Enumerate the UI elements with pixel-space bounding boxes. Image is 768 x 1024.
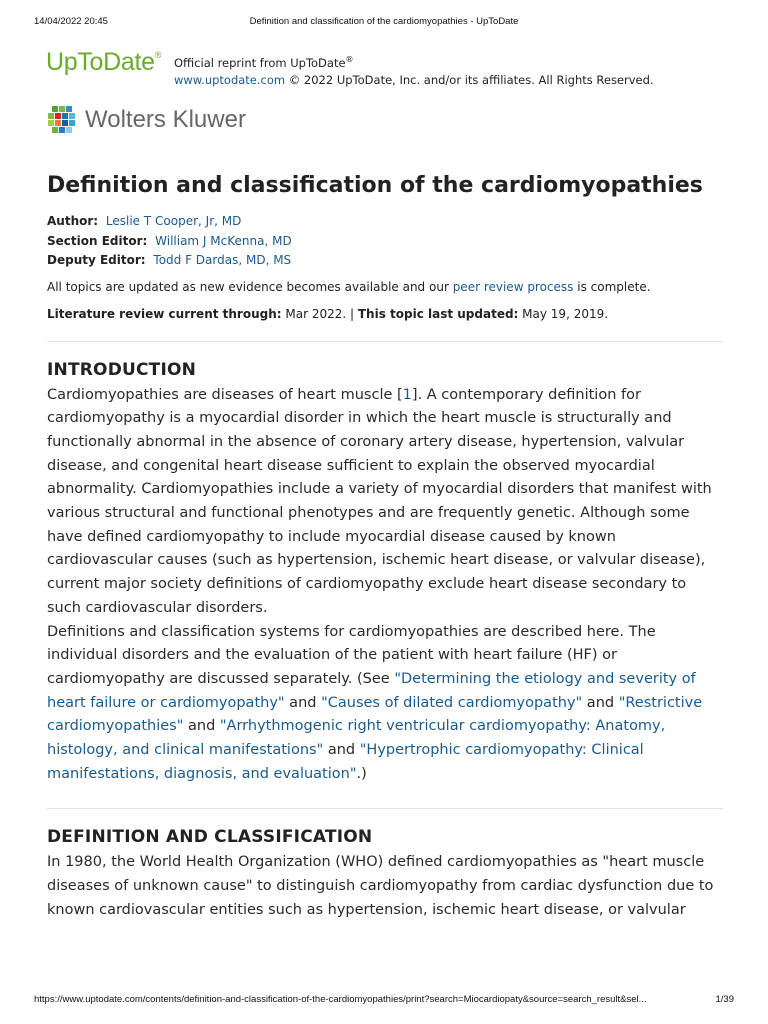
last-updated-label: This topic last updated: — [357, 306, 519, 321]
introduction-heading: INTRODUCTION — [47, 359, 197, 380]
uptodate-logo: UpToDate® — [46, 48, 162, 76]
wolters-kluwer-mark-icon — [46, 104, 78, 136]
last-updated-value: May 19, 2019. — [518, 306, 609, 321]
intro-paragraph-1: Cardiomyopathies are diseases of heart muscle [1]. A contemporary definition for cardiomyopathy is a myocardial disorder in which the heart muscle is structurally and functionally abnormal in the absence of coronary artery disease, hypertension, valvular disease, and congenital heart disease sufficient to explain the observed myocardial abnormality. Cardiomyopathies include a variety of myocardial disorders that manifest with various structural and functional phenotypes and are frequently genetic. Although some have defined cardiomyopathy to include myocardial disease caused by known cardiovascular causes (such as hypertension, ischemic heart disease, or valvular disease), current major society definitions of cardiomyopathy exclude heart disease secondary to such cardiovascular disorders. — [47, 386, 712, 616]
peer-review-link[interactable]: peer review process — [452, 279, 574, 294]
divider — [47, 341, 723, 342]
deputy-editor-label: Deputy Editor: — [47, 253, 146, 267]
section-editor-row — [47, 232, 723, 252]
link-determining-etiology[interactable]: "Determining the etiology and severity of heart failure or cardiomyopathy" — [47, 670, 696, 711]
reprint-line: Official reprint from UpToDate — [174, 55, 346, 70]
uptodate-site-link[interactable]: www.uptodate.com — [174, 72, 286, 87]
link-arrhythmogenic-rv-cardiomyopathy[interactable]: "Arrhythmogenic right ventricular cardiomyopathy: Anatomy, histology, and clinical manifestations" — [47, 718, 666, 759]
print-footer — [34, 994, 734, 1008]
reprint-notice: Official reprint from UpToDate® www.uptodate.com © 2022 UpToDate, Inc. and/or its affiliates. All Rights Reserved. — [174, 55, 654, 87]
update-note: All topics are updated as new evidence becomes available and our peer review process is complete. — [47, 279, 651, 294]
definition-paragraph-1: In 1980, the World Health Organization (WHO) defined cardiomyopathies as "heart muscle diseases of unknown cause" to distinguish cardiomyopathy from cardiac dysfunction due to known cardiovascular entities such as hypertension, ischemic heart disease, or valvular — [47, 854, 714, 918]
author-label: Author: — [47, 214, 99, 228]
print-datetime: 14/04/2022 20:45 — [34, 16, 108, 27]
lit-review-value: Mar 2022. | — [281, 306, 358, 321]
author-link[interactable]: Leslie T Cooper, Jr, MD — [105, 214, 242, 228]
definition-classification-heading: DEFINITION AND CLASSIFICATION — [47, 827, 373, 848]
wolters-kluwer-wordmark: Wolters Kluwer — [85, 106, 246, 133]
article-credits — [47, 212, 723, 271]
reference-1-link[interactable]: 1 — [402, 386, 412, 403]
article — [47, 168, 723, 923]
link-causes-dilated-cardiomyopathy[interactable]: "Causes of dilated cardiomyopathy" — [321, 694, 583, 711]
lit-review-label: Literature review current through: — [47, 306, 282, 321]
intro-paragraph-2: Definitions and classification systems for cardiomyopathies are described here. The individual disorders and the evaluation of the patient with heart failure (HF) or cardiomyopathy are discussed separately. (See "Determining the etiology and severity of heart failure or cardiomyopathy" and "Causes of dilated cardiomyopathy" and "Restrictive cardiomyopathies" and "Arrhythmogenic right ventricular cardiomyopathy: Anatomy, histology, and clinical manifestations" and "Hypertrophic cardiomyopathy: Clinical manifestations, diagnosis, and evaluation".) — [47, 623, 703, 782]
divider — [47, 808, 723, 809]
print-page-title: Definition and classification of the cardiomyopathies - UpToDate — [249, 16, 519, 27]
link-restrictive-cardiomyopathies[interactable]: "Restrictive cardiomyopathies" — [47, 694, 703, 735]
print-url: https://www.uptodate.com/contents/definition-and-classification-of-the-cardiomyopathies/print?search=Miocardiopaty&source=search_result&sel... — [34, 994, 647, 1005]
deputy-editor-row — [47, 251, 723, 271]
copyright-text: © 2022 UpToDate, Inc. and/or its affiliates. All Rights Reserved. — [285, 72, 654, 87]
review-dates — [47, 305, 723, 324]
page-number: 1/39 — [715, 994, 734, 1005]
brand-bar — [46, 48, 728, 88]
section-editor-link[interactable]: William J McKenna, MD — [155, 233, 292, 248]
section-editor-label: Section Editor: — [47, 233, 148, 248]
link-hypertrophic-cardiomyopathy[interactable]: "Hypertrophic cardiomyopathy: Clinical manifestations, diagnosis, and evaluation" — [47, 742, 644, 782]
article-title: Definition and classification of the cardiomyopathies — [47, 173, 703, 198]
print-header — [34, 16, 734, 30]
deputy-editor-link[interactable]: Todd F Dardas, MD, MS — [153, 253, 292, 267]
author-row — [47, 212, 723, 232]
